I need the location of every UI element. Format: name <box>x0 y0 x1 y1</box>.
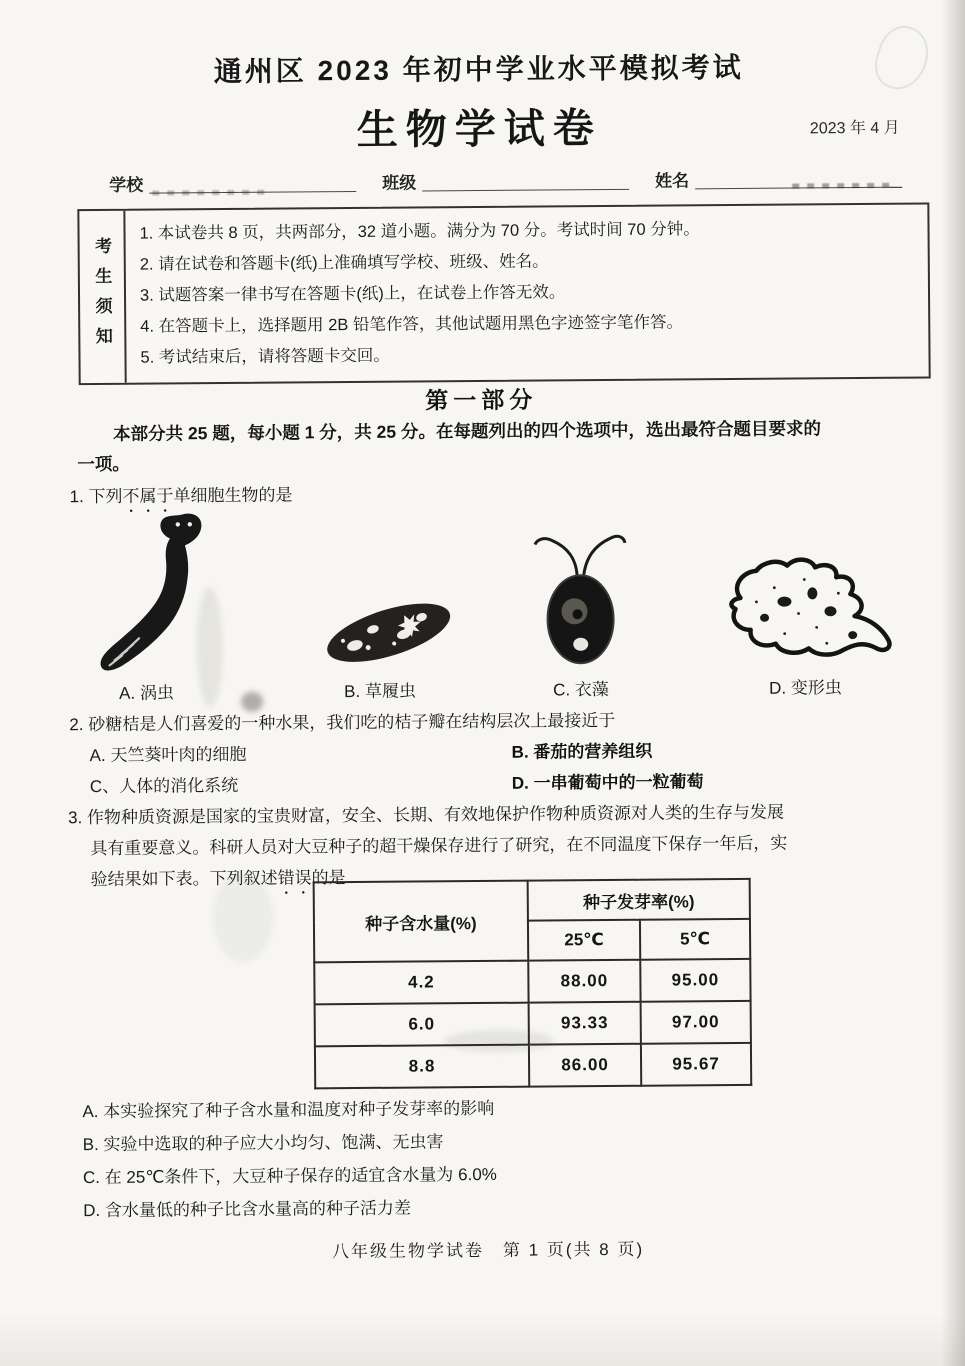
q3-option-c: C. 在 25℃条件下，大豆种子保存的适宜含水量为 6.0% <box>82 1164 497 1188</box>
scan-edge-shadow <box>0 1314 965 1366</box>
figure-paramecium <box>312 594 465 676</box>
figure-label-a: A. 涡虫 <box>119 683 175 703</box>
section-intro-line2: 一项。 <box>77 453 130 475</box>
table-subheader-5c: 5℃ <box>640 919 750 960</box>
question-3-stem-line2: 具有重要意义。科研人员对大豆种子的超干燥保存进行了研究，在不同温度下保存一年后，实 <box>90 833 788 859</box>
figure-label-c: C. 衣藻 <box>553 680 609 700</box>
q3-option-b: B. 实验中选取的种子应大小均匀、饱满、无虫害 <box>82 1132 444 1155</box>
table-cell: 88.00 <box>528 960 640 1003</box>
q3-data-table <box>313 878 753 1089</box>
notice-item: 3. 试题答案一律书写在答题卡(纸)上，在试卷上作答无效。 <box>139 283 566 305</box>
table-cell: 93.33 <box>529 1002 641 1045</box>
table-cell: 6.0 <box>315 1003 529 1047</box>
notice-item: 2. 请在试卷和答题卡(纸)上准确填写学校、班级、姓名。 <box>139 252 549 274</box>
table-cell: 4.2 <box>314 961 528 1005</box>
q2-option-a: A. 天竺葵叶肉的细胞 <box>89 744 247 766</box>
notice-item: 5. 考试结束后，请将答题卡交回。 <box>140 346 390 367</box>
q3-stem-emphasis: 错误 <box>277 868 312 888</box>
notice-item: 4. 在答题卡上，选择题用 2B 铅笔作答，其他试题用黑色字迹签字笔作答。 <box>140 313 684 336</box>
section-intro <box>77 413 895 479</box>
q3-stem-suffix: 的是 <box>311 868 346 888</box>
scan-artifact <box>152 190 272 196</box>
exam-header-title: 通州区 2023 年初中学业水平模拟考试 <box>213 51 744 88</box>
table-cell: 97.00 <box>641 1001 751 1044</box>
q1-stem-suffix: 单细胞生物的是 <box>173 485 293 506</box>
candidate-notice-box <box>77 202 930 385</box>
scan-edge-shadow <box>941 0 965 1366</box>
table-cell: 8.8 <box>315 1045 529 1089</box>
section-title: 第一部分 <box>425 386 538 414</box>
q3-option-a: A. 本实验探究了种子含水量和温度对种子发芽率的影响 <box>82 1098 495 1122</box>
figure-amoeba <box>712 553 897 669</box>
q2-option-d: D. 一串葡萄中的一粒葡萄 <box>511 772 704 793</box>
table-cell: 86.00 <box>529 1044 641 1087</box>
figure-chlamydomonas <box>532 527 629 673</box>
table-subheader-25c: 25℃ <box>528 920 640 961</box>
question-3-stem-line1: 3. 作物种质资源是国家的宝贵财富，安全、长期、有效地保护作物种质资源对人类的生存与发展 <box>68 802 785 828</box>
q1-stem-emphasis: 不属于 <box>122 486 174 506</box>
question-2-stem: 2. 砂糖桔是人们喜爱的一种水果，我们吃的桔子瓣在结构层次上最接近于 <box>69 710 616 735</box>
q2-option-b: B. 番茄的营养组织 <box>511 741 653 762</box>
notice-items <box>125 204 928 382</box>
table-header-water-content: 种子含水量(%) <box>314 881 529 963</box>
table-row <box>315 1043 751 1088</box>
class-label: 班级 <box>382 173 417 193</box>
notice-side-label-column <box>79 211 126 383</box>
page-footer: 八年级生物学试卷 第 1 页(共 8 页) <box>331 1239 645 1262</box>
scan-artifact <box>241 692 263 712</box>
paper-title: 生物学试卷 <box>356 105 602 153</box>
table-cell: 95.00 <box>640 959 750 1002</box>
table-header-germination-rate: 种子发芽率(%) <box>528 879 750 921</box>
figure-label-d: D. 变形虫 <box>769 678 842 698</box>
exam-date: 2023 年 4 月 <box>809 119 900 138</box>
class-blank-line <box>422 169 629 192</box>
q3-option-d: D. 含水量低的种子比含水量高的种子活力差 <box>83 1198 412 1221</box>
notice-item: 1. 本试卷共 8 页，共两部分，32 道小题。满分为 70 分。考试时间 70 分钟。 <box>139 220 700 243</box>
name-label: 姓名 <box>655 171 690 191</box>
table-cell: 95.67 <box>641 1043 751 1086</box>
q1-stem-prefix: 1. 下列 <box>69 486 123 507</box>
school-label: 学校 <box>109 175 144 195</box>
scan-artifact <box>792 183 892 189</box>
notice-side-label: 考生须知 <box>92 236 113 358</box>
q3-stem-prefix: 验结果如下表。下列叙述 <box>90 868 278 890</box>
section-intro-line1: 本部分共 25 题，每小题 1 分，共 25 分。在每题列出的四个选项中，选出最符合题目要求的 <box>113 418 822 444</box>
q2-option-c: C、人体的消化系统 <box>89 775 239 797</box>
table-row <box>314 959 750 1004</box>
scan-artifact <box>213 872 274 962</box>
figure-label-b: B. 草履虫 <box>344 681 417 702</box>
